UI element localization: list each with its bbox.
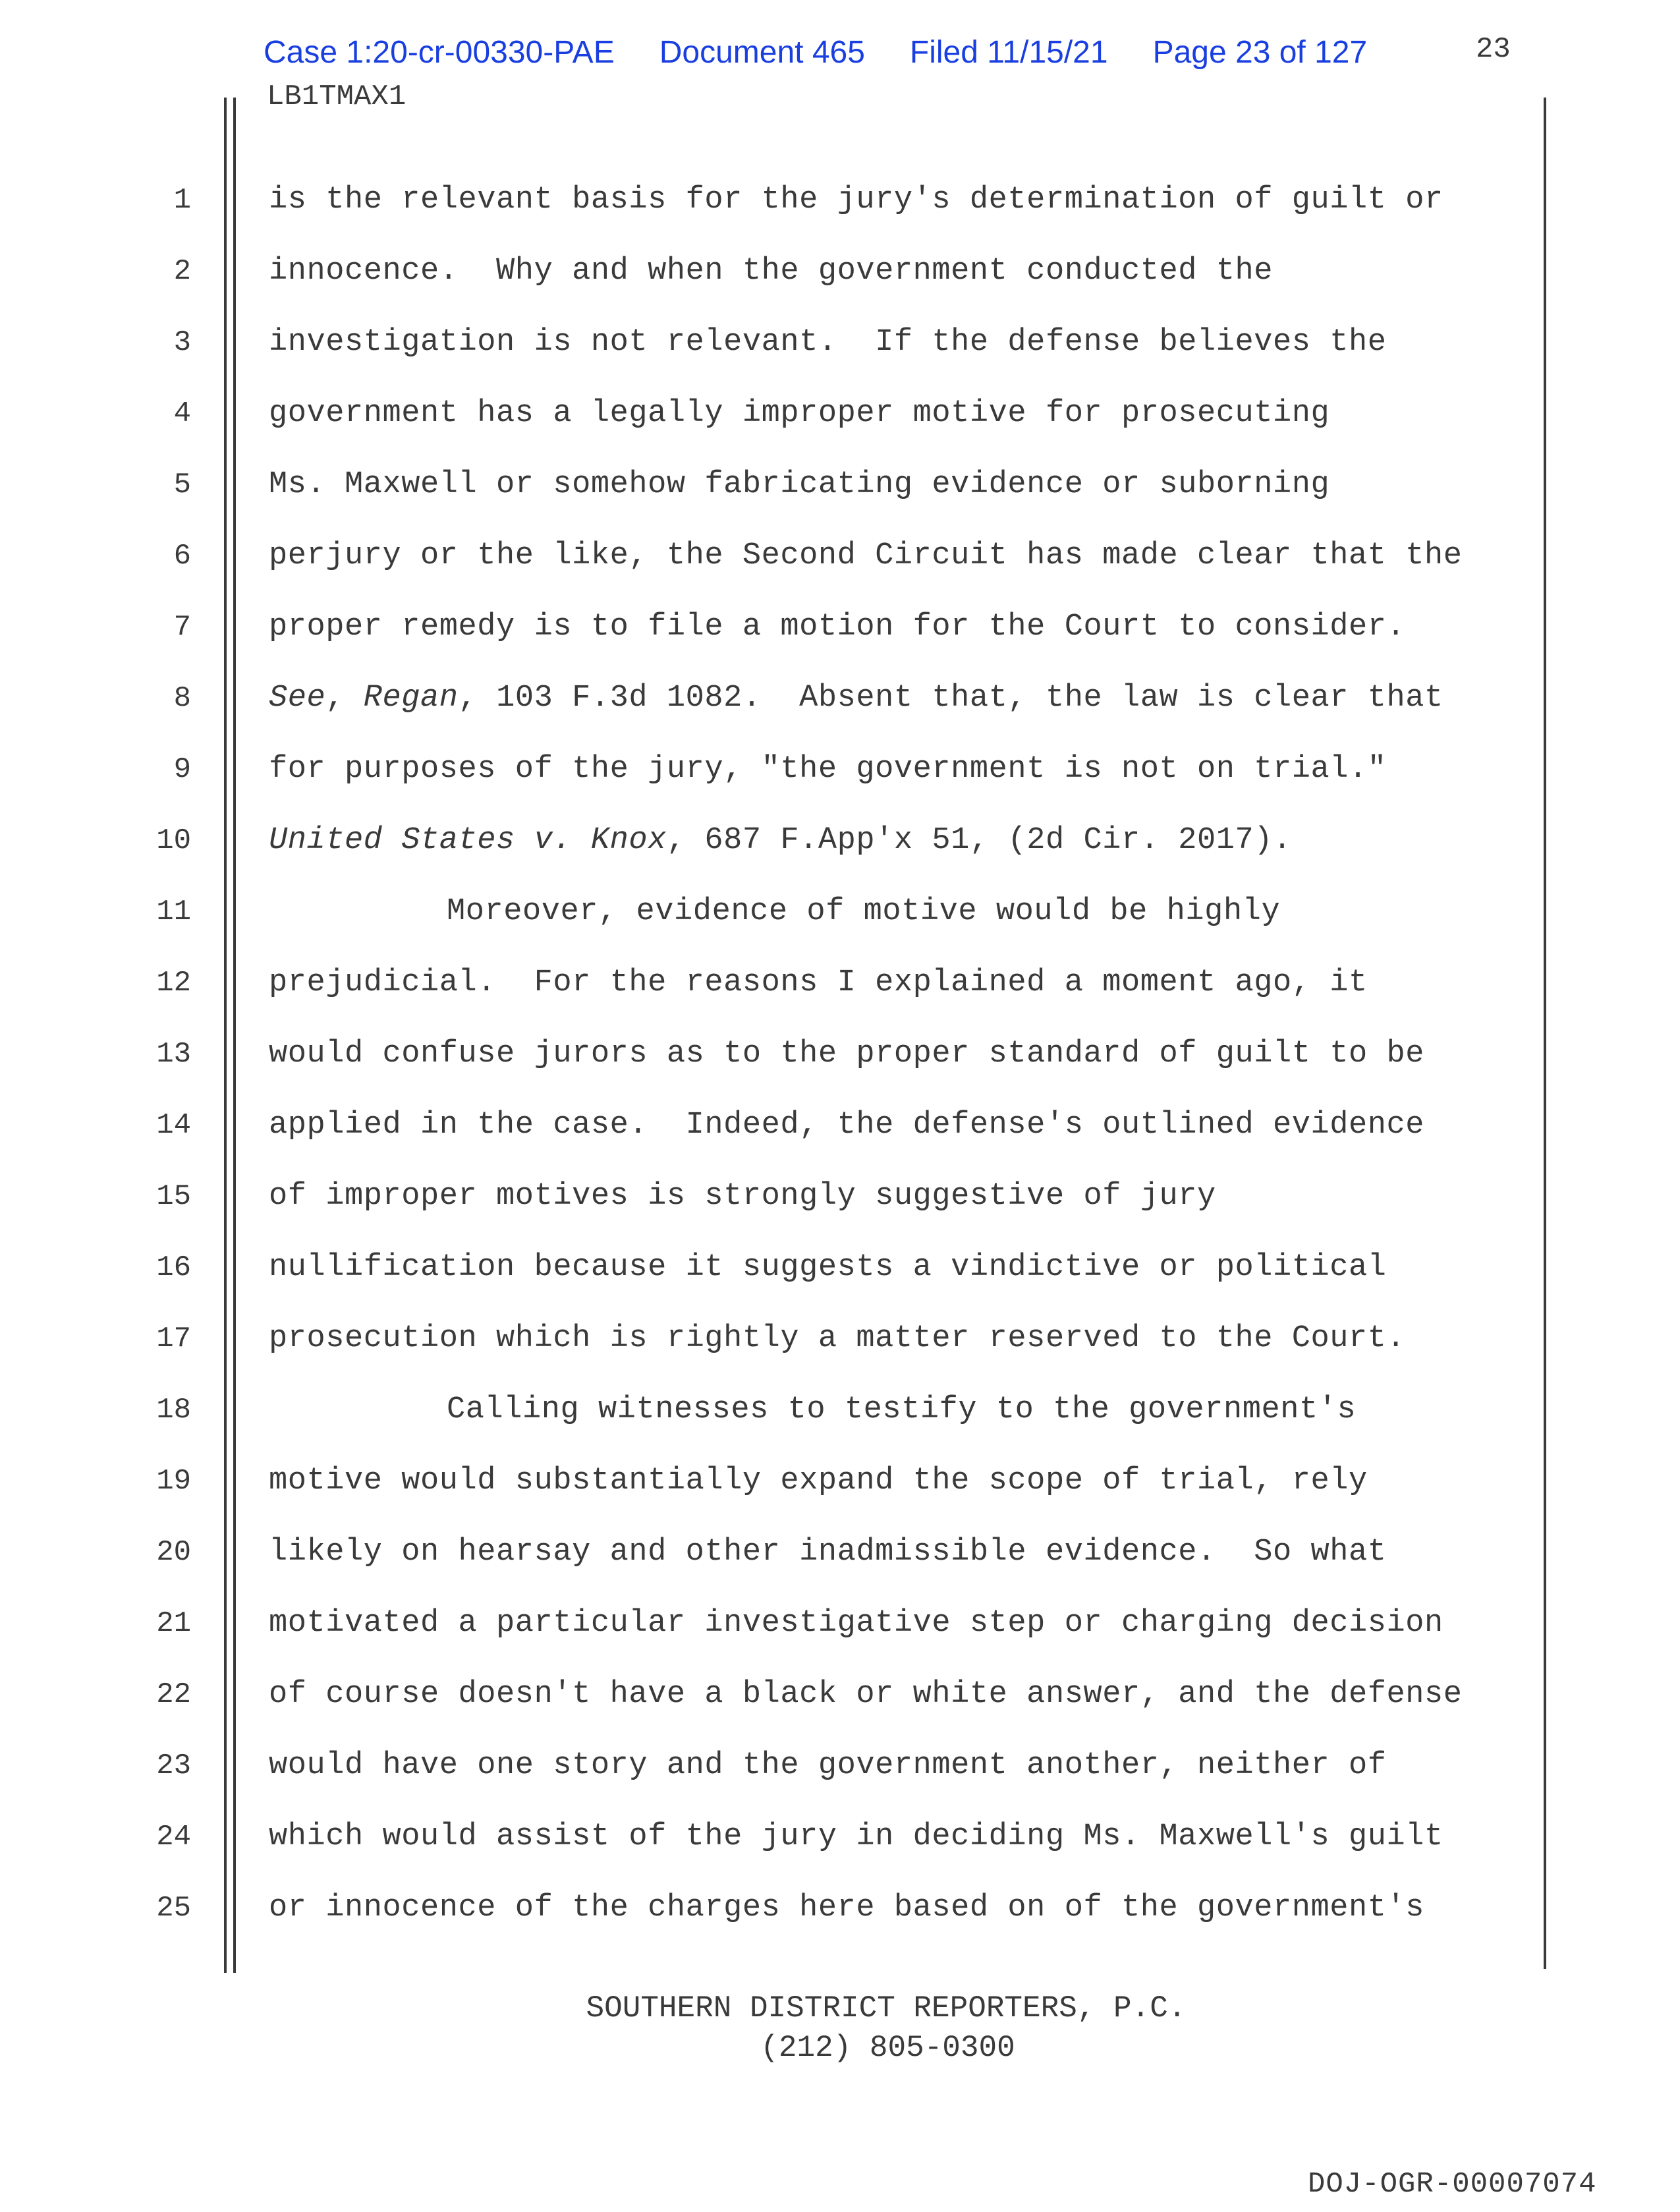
transcript-line	[0, 953, 1680, 1025]
line-text: of improper motives is strongly suggestive of jury	[269, 1179, 1216, 1214]
line-number: 22	[156, 1678, 191, 1711]
line-number: 10	[156, 824, 191, 857]
transcript-line	[0, 598, 1680, 669]
line-text: prosecution which is rightly a matter reserved to the Court.	[269, 1321, 1406, 1356]
line-text: proper remedy is to file a motion for the Court to consider.	[269, 610, 1406, 644]
transcript-line	[0, 1807, 1680, 1879]
line-number: 6	[173, 540, 191, 573]
line-number: 11	[156, 895, 191, 928]
transcript-line	[0, 1452, 1680, 1523]
page-footer	[0, 1989, 1680, 2068]
reporter-code: LB1TMAX1	[267, 80, 406, 113]
ecf-case-number: Case 1:20-cr-00330-PAE	[264, 34, 615, 70]
court-reporter-phone: (212) 805-0300	[760, 2031, 1015, 2065]
transcript-line	[0, 1594, 1680, 1665]
line-text-segment: , 687 F.App'x 51, (2d Cir. 2017).	[666, 823, 1292, 858]
transcript-line	[0, 1238, 1680, 1309]
line-text: is the relevant basis for the jury's determination of guilt or	[269, 183, 1443, 217]
ecf-page-count: Page 23 of 127	[1152, 34, 1368, 70]
line-number: 23	[156, 1749, 191, 1782]
line-text: of course doesn't have a black or white answer, and the defense	[269, 1677, 1463, 1712]
transcript-line	[0, 455, 1680, 526]
transcript-body	[0, 171, 1680, 1950]
line-number: 2	[173, 255, 191, 288]
transcript-line	[0, 1096, 1680, 1167]
transcript-line	[0, 1380, 1680, 1452]
ecf-document-number: Document 465	[659, 34, 865, 70]
citation-italic: United States v. Knox	[269, 823, 667, 858]
transcript-line	[0, 740, 1680, 811]
line-text: applied in the case. Indeed, the defense's outlined evidence	[269, 1108, 1425, 1143]
line-number: 21	[156, 1607, 191, 1640]
transcript-line	[0, 1736, 1680, 1807]
line-text: which would assist of the jury in deciding Ms. Maxwell's guilt	[269, 1819, 1443, 1854]
line-text: Moreover, evidence of motive would be highly	[447, 894, 1281, 929]
ecf-filed-date: Filed 11/15/21	[909, 34, 1108, 70]
line-text	[269, 675, 1443, 722]
line-text-segment: , 103 F.3d 1082. Absent that, the law is clear that	[458, 681, 1443, 716]
line-text: nullification because it suggests a vindictive or political	[269, 1250, 1387, 1285]
transcript-line	[0, 811, 1680, 882]
line-text	[269, 818, 1292, 864]
line-number: 16	[156, 1251, 191, 1284]
line-number: 7	[173, 611, 191, 644]
line-text: likely on hearsay and other inadmissible evidence. So what	[269, 1535, 1387, 1570]
citation-italic: Regan	[363, 681, 459, 716]
transcript-page-number: 23	[1476, 33, 1511, 66]
line-text: motivated a particular investigative step or charging decision	[269, 1606, 1443, 1641]
line-text: Ms. Maxwell or somehow fabricating evidence or suborning	[269, 467, 1330, 502]
line-text: or innocence of the charges here based on of the government's	[269, 1890, 1425, 1925]
transcript-line	[0, 1167, 1680, 1238]
line-number: 19	[156, 1465, 191, 1498]
transcript-line	[0, 1879, 1680, 1950]
transcript-line	[0, 242, 1680, 313]
line-number: 8	[173, 682, 191, 715]
transcript-line	[0, 1025, 1680, 1096]
line-number: 3	[173, 326, 191, 359]
transcript-line	[0, 669, 1680, 740]
line-number: 25	[156, 1892, 191, 1925]
court-reporter-name: SOUTHERN DISTRICT REPORTERS, P.C.	[586, 1991, 1187, 2026]
line-text: investigation is not relevant. If the defense believes the	[269, 325, 1387, 360]
line-number: 24	[156, 1821, 191, 1854]
line-number: 15	[156, 1180, 191, 1213]
transcript-line	[0, 1523, 1680, 1594]
line-number: 5	[173, 468, 191, 501]
line-text: would have one story and the government another, neither of	[269, 1748, 1387, 1783]
line-number: 17	[156, 1322, 191, 1355]
line-text: perjury or the like, the Second Circuit has made clear that the	[269, 538, 1463, 573]
line-text: innocence. Why and when the government conducted the	[269, 254, 1273, 289]
line-number: 1	[173, 184, 191, 217]
line-text: prejudicial. For the reasons I explained a moment ago, it	[269, 965, 1368, 1000]
line-number: 14	[156, 1109, 191, 1142]
transcript-line	[0, 1309, 1680, 1380]
line-text-segment: ,	[325, 681, 364, 716]
line-text: motive would substantially expand the scope of trial, rely	[269, 1463, 1368, 1498]
line-text: government has a legally improper motive for prosecuting	[269, 396, 1330, 431]
transcript-line	[0, 1665, 1680, 1736]
line-number: 18	[156, 1394, 191, 1427]
line-text: for purposes of the jury, "the government is not on trial."	[269, 752, 1387, 787]
line-number: 12	[156, 967, 191, 1000]
ecf-header	[264, 29, 1367, 75]
line-text: would confuse jurors as to the proper standard of guilt to be	[269, 1036, 1425, 1071]
transcript-line	[0, 171, 1680, 242]
transcript-line	[0, 313, 1680, 384]
transcript-line	[0, 384, 1680, 455]
transcript-line	[0, 882, 1680, 953]
line-number: 9	[173, 753, 191, 786]
line-number: 4	[173, 397, 191, 430]
line-number: 13	[156, 1038, 191, 1071]
line-text: Calling witnesses to testify to the government's	[447, 1392, 1357, 1427]
transcript-line	[0, 526, 1680, 598]
line-number: 20	[156, 1536, 191, 1569]
bates-number: DOJ-OGR-00007074	[1308, 2168, 1597, 2201]
citation-italic: See	[269, 681, 326, 716]
